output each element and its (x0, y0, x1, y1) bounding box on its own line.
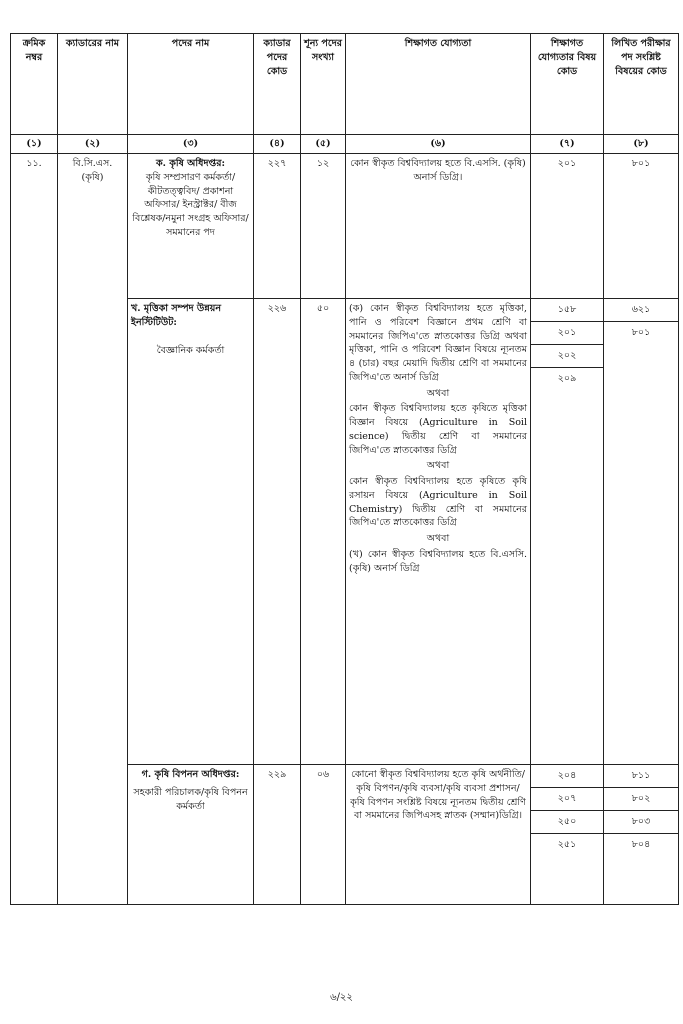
qualification-cell (346, 299, 531, 765)
col-number: (৭) (531, 135, 604, 154)
org-name: খ. মৃত্তিকা সম্পদ উন্নয়ন ইনস্টিটিউট: (131, 303, 222, 328)
col-number: (৩) (128, 135, 254, 154)
qualification-cell: কোন স্বীকৃত বিশ্ববিদ্যালয় হতে বি.এসসি. (কৃষি) অনার্স ডিগ্রি। (346, 154, 531, 299)
header-row (11, 34, 679, 135)
header-cadre: ক্যাডারের নাম (58, 34, 128, 135)
post-name: বৈজ্ঞানিক কর্মকর্তা (156, 344, 225, 356)
post-code-cell: ২২৯ (254, 765, 301, 905)
subject-code: ২০১ (531, 322, 603, 345)
post-code-cell: ২২৭ (254, 154, 301, 299)
subject-code: ২৫১ (557, 839, 577, 850)
col-number: (৬) (346, 135, 531, 154)
col-number: (২) (58, 135, 128, 154)
post-name-cell (128, 154, 254, 299)
exam-code: ৬২১ (604, 299, 678, 322)
exam-code-cell (604, 299, 679, 765)
subject-code-cell (531, 765, 604, 905)
post-name: কৃষি সম্প্রসারণ কর্মকর্তা/ কীটতত্ত্ববিদ/ প্রকাশনা অফিসার/ ইনস্ট্রাক্টর/ বীজ বিশ্লেষক/নমুনা সংগ্রহ অফিসার/ সমমানের পদ (132, 171, 249, 238)
subject-code: ২০৪ (531, 765, 603, 788)
subject-code: ১৫৮ (531, 299, 603, 322)
exam-code: ৮১১ (604, 765, 678, 788)
post-code-cell: ২২৬ (254, 299, 301, 765)
header-post-name: পদের নাম (128, 34, 254, 135)
qualification-text: কোন স্বীকৃত বিশ্ববিদ্যালয় হতে কৃষিতে মৃত্তিকা বিজ্ঞান বিষয়ে (Agriculture in Soil science) দ্বিতীয় শ্রেণি বা সমমানের জিপিএ'তে স্নাতকোত্তর ডিগ্রি (349, 403, 527, 456)
exam-code-cell: ৮০১ (604, 154, 679, 299)
col-number: (১) (11, 135, 58, 154)
exam-code: ৮০৩ (604, 811, 678, 834)
post-name: সহকারী পরিচালক/কৃষি বিপনন কর্মকর্তা (133, 786, 248, 812)
or-separator: অথবা (426, 533, 450, 545)
subject-code: ২০৭ (531, 788, 603, 811)
column-number-row (11, 135, 679, 154)
exam-code: ৮০২ (604, 788, 678, 811)
recruitment-table (10, 33, 679, 905)
qualification-text: (ক) কোন স্বীকৃত বিশ্ববিদ্যালয় হতে মৃত্তিকা, পানি ও পরিবেশ বিজ্ঞানে প্রথম শ্রেণি বা সমমানের জিপিএ'তে স্নাতকোত্তর ডিগ্রি অথবা মৃত্তিকা, পানি ও পরিবেশ বিজ্ঞান বিষয়ে ন্যূনতম ৪ (চার) বছর মেয়াদি দ্বিতীয় শ্রেণি বা সমমানের জিপিএ'তে অনার্স ডিগ্রি (349, 303, 527, 383)
vacancy-cell: ৫০ (301, 299, 346, 765)
table-row (11, 154, 679, 299)
or-separator: অথবা (426, 387, 450, 399)
header-qualification: শিক্ষাগত যোগ্যতা (346, 34, 531, 135)
col-number: (৮) (604, 135, 679, 154)
subject-code: ২০২ (531, 345, 603, 368)
qualification-cell: কোনো স্বীকৃত বিশ্ববিদ্যালয় হতে কৃষি অর্থনীতি/কৃষি বিপণন/কৃষি ব্যবসা/কৃষি ব্যবসা প্রশাসন/কৃষি বিপণন সংশ্লিষ্ট বিষয়ে ন্যূনতম দ্বিতীয় শ্রেণি বা সমমানের জিপিএসহ স্নাতক (সম্মান)ডিগ্রি। (346, 765, 531, 905)
org-name: গ. কৃষি বিপনন অধিদপ্তর: (141, 769, 240, 780)
serial-cell: ১১. (11, 154, 58, 905)
header-exam-code: লিখিত পরীক্ষার পদ সংশ্লিষ্ট বিষয়ের কোড (604, 34, 679, 135)
vacancy-cell: ০৬ (301, 765, 346, 905)
qualification-text: কোন স্বীকৃত বিশ্ববিদ্যালয় হতে কৃষিতে কৃষি রসায়ন বিষয়ে (Agriculture in Soil Chemistry) দ্বিতীয় শ্রেণি বা সমমানের জিপিএ'তে স্নাতকোত্তর ডিগ্রি (349, 476, 527, 529)
col-number: (৫) (301, 135, 346, 154)
post-name-cell (128, 299, 254, 765)
cadre-cell: বি.সি.এস. (কৃষি) (58, 154, 128, 905)
qualification-text: (খ) কোন স্বীকৃত বিশ্ববিদ্যালয় হতে বি.এসসি. (কৃষি) অনার্স ডিগ্রি (349, 549, 527, 574)
header-post-code: ক্যাডার পদের কোড (254, 34, 301, 135)
exam-code: ৮০৪ (631, 839, 651, 850)
page-number: ৬/২২ (330, 992, 353, 1003)
header-serial: ক্রমিক নম্বর (11, 34, 58, 135)
subject-code: ২৫০ (531, 811, 603, 834)
org-name: ক. কৃষি অধিদপ্তর: (156, 158, 225, 169)
col-number: (৪) (254, 135, 301, 154)
exam-code-cell (604, 765, 679, 905)
or-separator: অথবা (426, 460, 450, 472)
post-name-cell (128, 765, 254, 905)
header-vacancy: শূন্য পদের সংখ্যা (301, 34, 346, 135)
exam-code: ৮০১ (631, 327, 651, 338)
header-subject-code: শিক্ষাগত যোগ্যতার বিষয় কোড (531, 34, 604, 135)
vacancy-cell: ১২ (301, 154, 346, 299)
subject-code-cell (531, 299, 604, 765)
subject-code: ২০৯ (557, 373, 577, 384)
subject-code-cell: ২০১ (531, 154, 604, 299)
